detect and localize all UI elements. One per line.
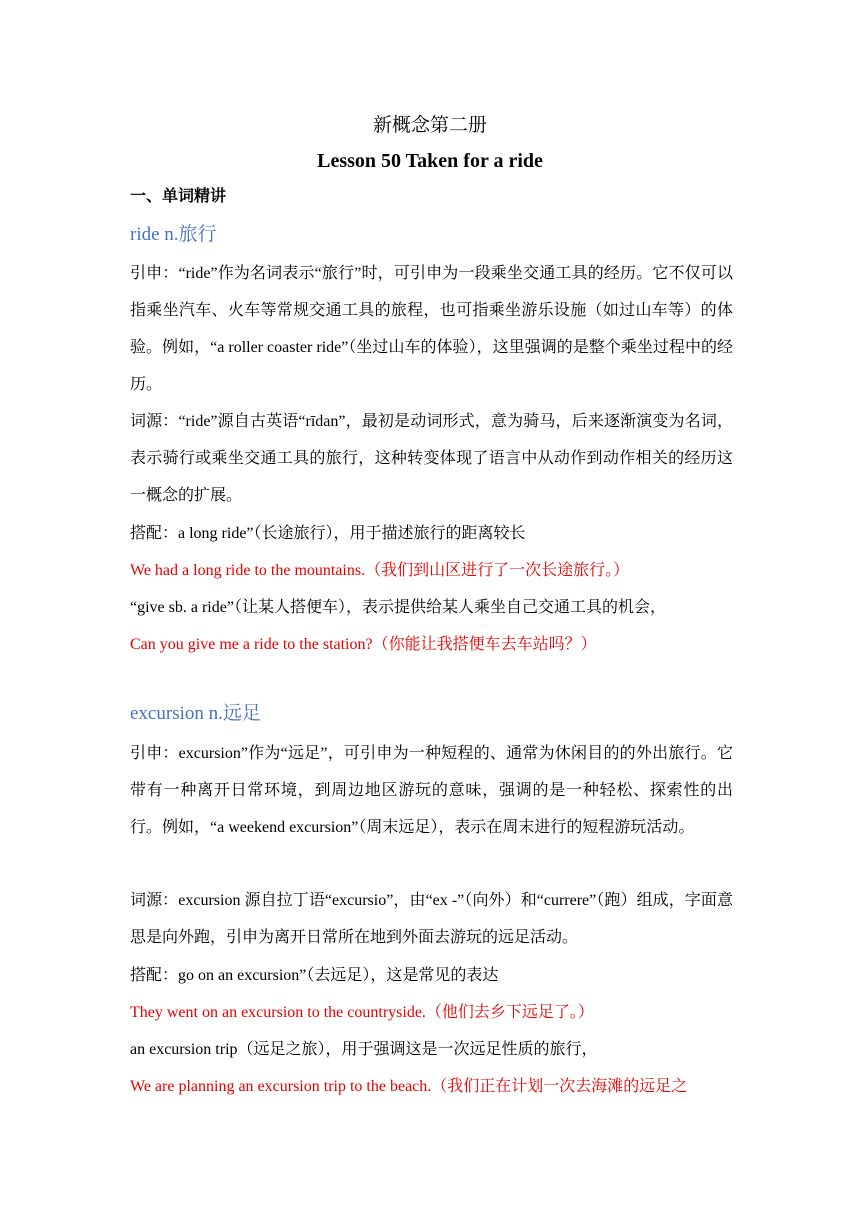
word-example-excursion-2: We are planning an excursion trip to the beach.（我们正在计划一次去海滩的远足之 — [130, 1078, 688, 1095]
section-heading: 一、单词精讲 — [130, 188, 227, 205]
word-collocation-excursion-1: 搭配：go on an excursion”（去远足），这是常见的表达 — [130, 967, 499, 984]
word-extension-excursion: 引申：excursion”作为“远足”，可引申为一种短程的、通常为休闲目的的外出旅行。它带有一种离开日常环境，到周边地区游玩的意味，强调的是一种轻松、探索性的出行。例如，“a weekend excursion”（周末远足），表示在周末进行的短程游玩活动。 — [130, 745, 733, 836]
word-etymology-ride: 词源：“ride”源自古英语“rīdan”，最初是动词形式，意为骑马，后来逐渐演变为名词，表示骑行或乘坐交通工具的旅行，这种转变体现了语言中从动作到动作相关的经历这一概念的扩展。 — [130, 413, 733, 504]
word-etymology-excursion: 词源：excursion 源自拉丁语“excursio”，由“ex -”（向外）和“currere”（跑）组成，字面意思是向外跑，引申为离开日常所在地到外面去游玩的远足活动。 — [130, 892, 733, 946]
word-collocation-ride-2: “give sb. a ride”（让某人搭便车），表示提供给某人乘坐自己交通工具的机会， — [130, 599, 666, 616]
word-example-ride-1: We had a long ride to the mountains.（我们到山区进行了一次长途旅行。） — [130, 562, 630, 579]
word-collocation-excursion-2: an excursion trip（远足之旅），用于强调这是一次远足性质的旅行， — [130, 1041, 598, 1058]
word-extension-ride: 引申：“ride”作为名词表示“旅行”时，可引申为一段乘坐交通工具的经历。它不仅可以指乘坐汽车、火车等常规交通工具的旅程，也可指乘坐游乐设施（如过山车等）的体验。例如，“a roller coaster ride”（坐过山车的体验），这里强调的是整个乘坐过程中的经历。 — [130, 265, 733, 393]
word-example-ride-2: Can you give me a ride to the station?（你能让我搭便车去车站吗？） — [130, 636, 597, 653]
word-heading-excursion: excursion n.远足 — [130, 703, 261, 724]
lesson-title: Lesson 50 Taken for a ride — [317, 150, 543, 172]
word-example-excursion-1: They went on an excursion to the countryside.（他们去乡下远足了。） — [130, 1004, 594, 1021]
book-title: 新概念第二册 — [372, 115, 487, 136]
word-collocation-ride-1: 搭配：a long ride”（长途旅行），用于描述旅行的距离较长 — [130, 525, 526, 542]
word-heading-ride: ride n.旅行 — [130, 224, 217, 245]
